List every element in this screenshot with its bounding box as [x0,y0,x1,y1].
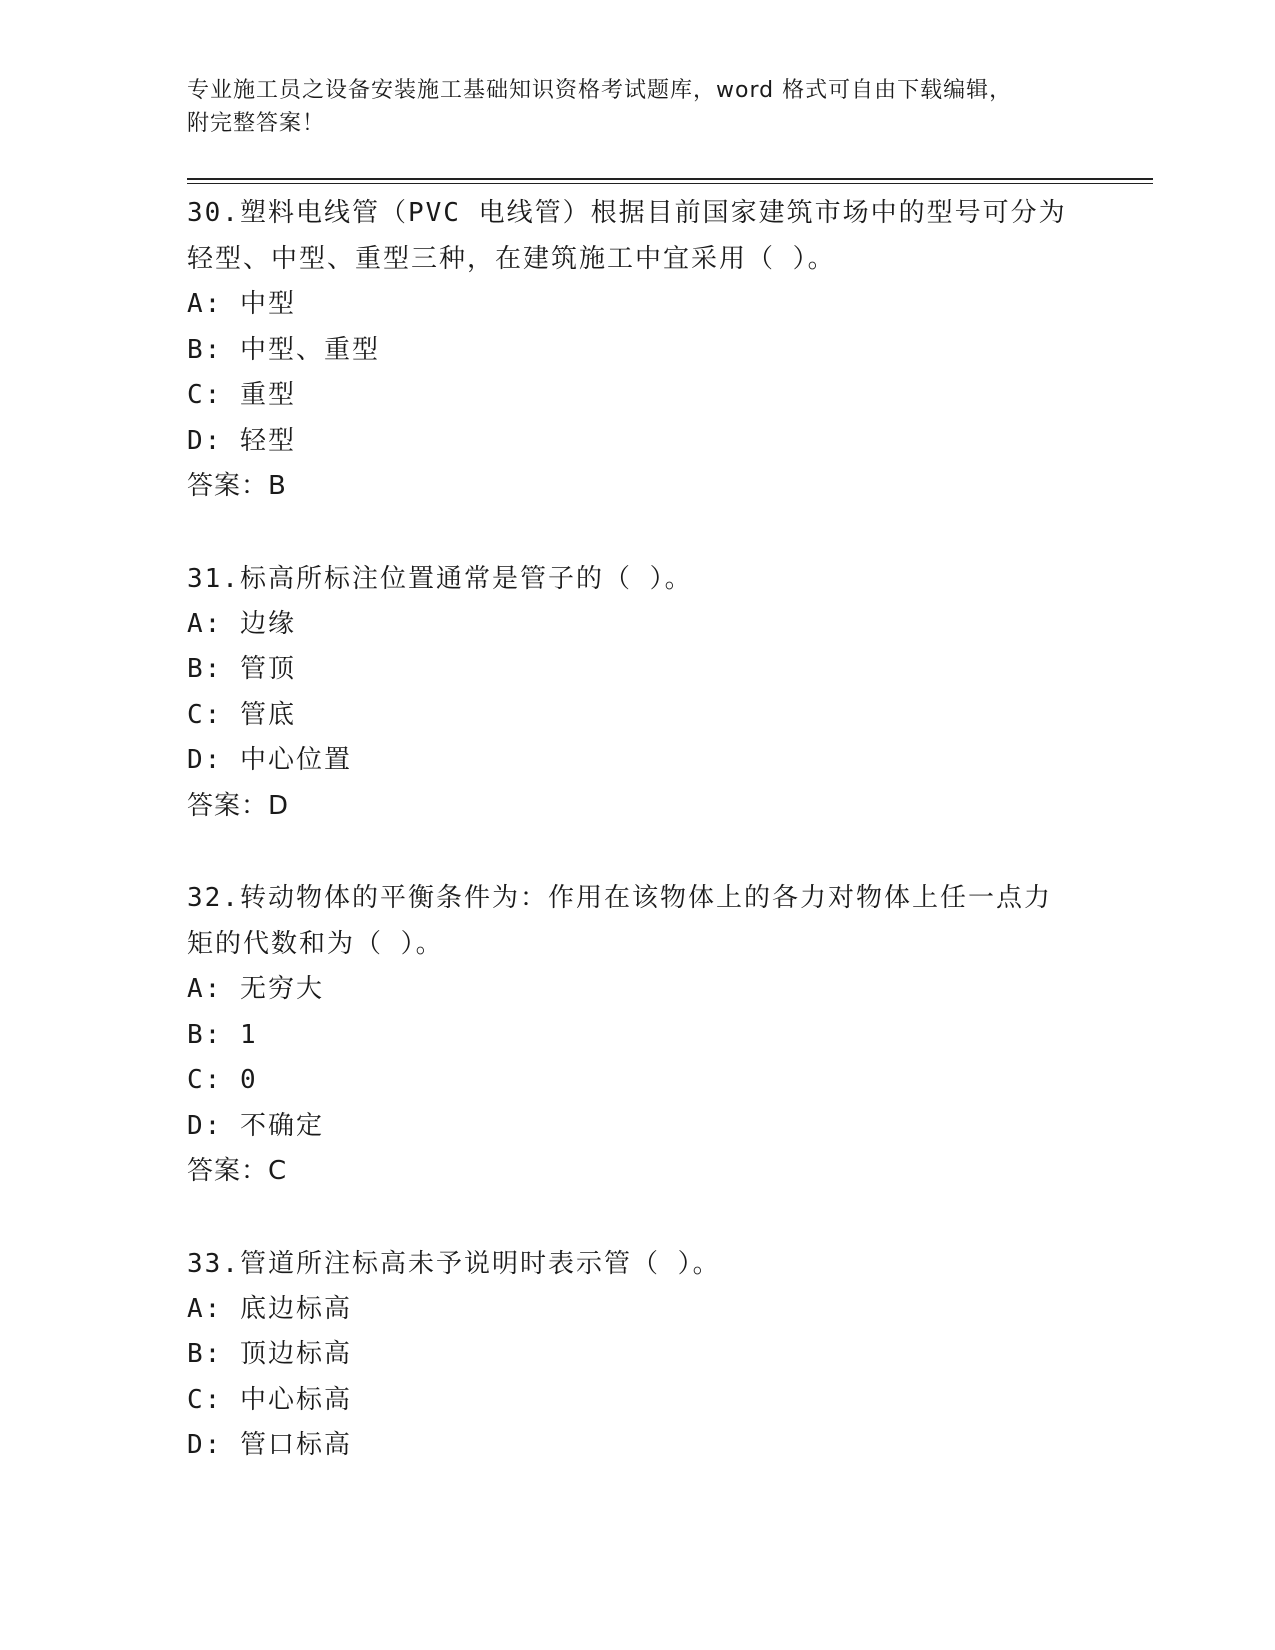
option-b: B: 管顶 [187,654,296,684]
question-32 [187,875,1087,1195]
option-d: D: 轻型 [187,425,296,456]
question-list [187,190,1087,1469]
question-30 [187,190,1087,510]
option-c: C: 0 [187,1065,258,1095]
answer-line: 答案：B [187,471,287,501]
question-spacer [187,510,1087,556]
option-b: B: 中型、重型 [187,334,380,365]
header-line-1: 专业施工员之设备安装施工基础知识资格考试题库，word 格式可自由下载编辑， [187,78,1013,103]
option-c: C: 中心标高 [187,1384,352,1415]
header-divider-thick [187,178,1153,180]
option-d: D: 管口标高 [187,1430,352,1460]
question-stem-line-1: 32.转动物体的平衡条件为：作用在该物体上的各力对物体上任一点力 [187,883,1052,913]
option-d: D: 不确定 [187,1110,324,1141]
option-a: A: 底边标高 [187,1293,352,1324]
option-a: A: 边缘 [187,608,296,639]
option-a: A: 无穷大 [187,974,324,1004]
question-33 [187,1241,1087,1469]
answer-line: 答案：D [187,790,290,821]
option-b: B: 1 [187,1019,258,1050]
question-31 [187,556,1087,830]
question-stem-line-2: 轻型、中型、重型三种，在建筑施工中宜采用（ ）。 [187,244,836,274]
document-header [187,74,1087,140]
header-divider-thin [187,183,1153,184]
question-stem-line-1: 33.管道所注标高未予说明时表示管（ ）。 [187,1248,721,1279]
option-a: A: 中型 [187,289,296,319]
option-c: C: 重型 [187,380,296,410]
option-c: C: 管底 [187,699,296,730]
header-line-2: 附完整答案！ [187,111,326,136]
question-spacer [187,829,1087,875]
answer-line: 答案：C [187,1156,288,1186]
option-d: D: 中心位置 [187,745,352,775]
option-b: B: 顶边标高 [187,1339,352,1369]
question-stem-line-1: 31.标高所标注位置通常是管子的（ ）。 [187,563,693,594]
question-stem-line-1: 30.塑料电线管（PVC 电线管）根据目前国家建筑市场中的型号可分为 [187,198,1067,228]
question-stem-line-2: 矩的代数和为（ ）。 [187,929,444,959]
question-spacer [187,1195,1087,1241]
